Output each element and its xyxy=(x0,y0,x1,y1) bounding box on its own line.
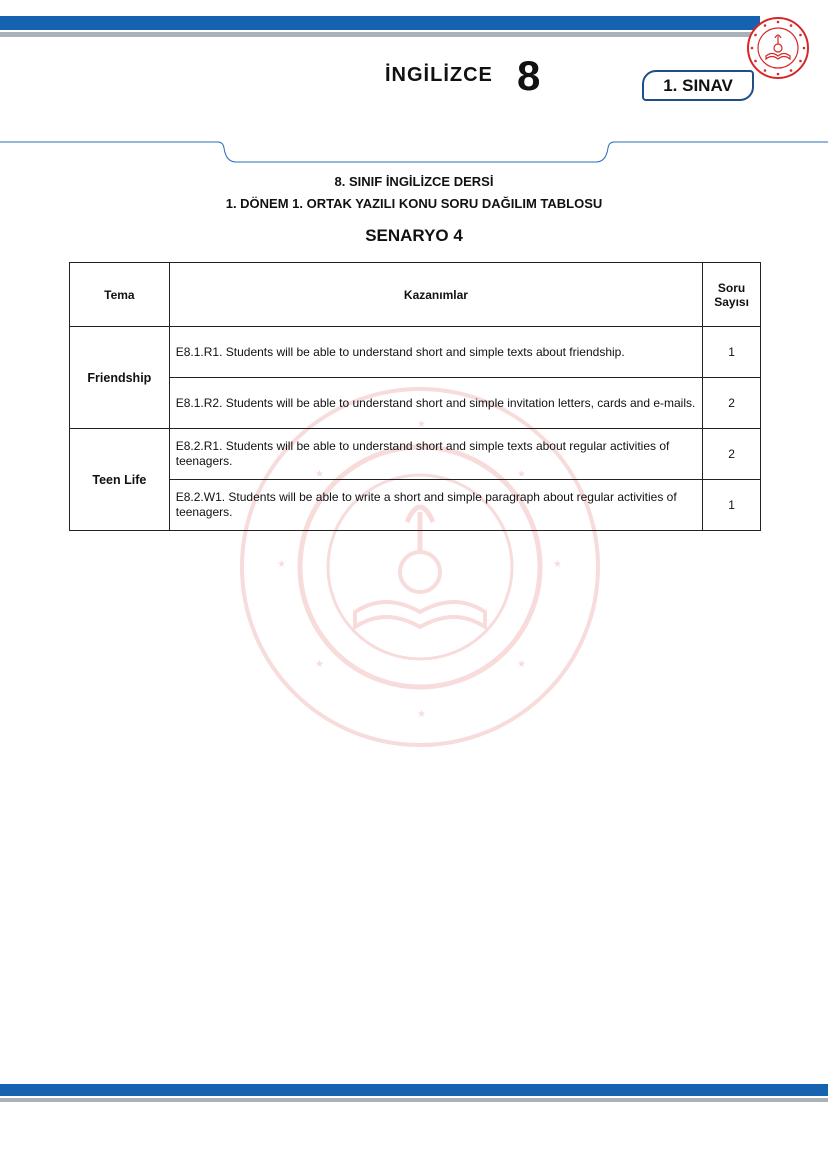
svg-text:★: ★ xyxy=(277,559,286,570)
grade-number: 8 xyxy=(517,52,541,99)
question-count-cell: 1 xyxy=(703,327,761,378)
question-count-cell: 2 xyxy=(703,429,761,480)
objective-cell: E8.1.R2. Students will be able to understand short and simple invitation letters, cards and e-mails. xyxy=(169,378,702,429)
tema-cell: Teen Life xyxy=(70,429,170,531)
question-count-cell: 2 xyxy=(703,378,761,429)
svg-text:★: ★ xyxy=(417,419,426,430)
ministry-seal-logo xyxy=(746,16,810,80)
scenario-title: SENARYO 4 xyxy=(365,226,463,245)
header-tema: Tema xyxy=(70,263,170,327)
objective-cell: E8.2.R1. Students will be able to understand short and simple texts about regular activities of teenagers. xyxy=(169,429,702,480)
question-count-cell: 1 xyxy=(703,480,761,531)
header-soru-sayisi: Soru Sayısı xyxy=(703,263,761,327)
svg-text:★: ★ xyxy=(553,559,562,570)
bottom-gray-bar xyxy=(0,1098,828,1102)
tema-cell: Friendship xyxy=(70,327,170,429)
svg-text:★: ★ xyxy=(517,469,526,480)
objective-cell: E8.2.W1. Students will be able to write a short and simple paragraph about regular activities of teenagers. xyxy=(169,480,702,531)
table-row xyxy=(70,327,761,378)
svg-text:★: ★ xyxy=(315,469,324,480)
header-kazanimlar: Kazanımlar xyxy=(169,263,702,327)
topic-question-distribution-table xyxy=(69,262,761,531)
svg-text:★: ★ xyxy=(417,709,426,720)
exam-badge: 1. SINAV xyxy=(642,70,754,101)
svg-text:★: ★ xyxy=(517,659,526,670)
table-row xyxy=(70,429,761,480)
table-row xyxy=(70,480,761,531)
svg-text:★: ★ xyxy=(315,659,324,670)
doc-heading-line1: 8. SINIF İNGİLİZCE DERSİ xyxy=(334,174,494,189)
table-row xyxy=(70,378,761,429)
top-blue-bar xyxy=(0,16,760,30)
top-gray-bar xyxy=(0,32,790,37)
subject-title: İNGİLİZCE xyxy=(385,64,493,86)
header-divider xyxy=(0,128,828,168)
objective-cell: E8.1.R1. Students will be able to understand short and simple texts about friendship. xyxy=(169,327,702,378)
table-header-row xyxy=(70,263,761,327)
bottom-blue-bar xyxy=(0,1084,828,1096)
doc-heading-line2: 1. DÖNEM 1. ORTAK YAZILI KONU SORU DAĞILIM TABLOSU xyxy=(225,196,603,211)
